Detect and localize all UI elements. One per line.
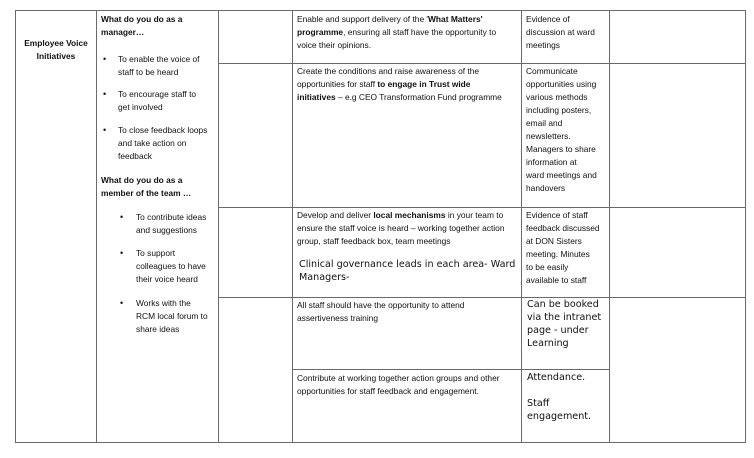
bullet-icon: • [103, 54, 107, 64]
evidence-cell: Evidence of staff feedback discussed at DON Sisters meeting. Minutes to be easily available to staff [526, 210, 600, 285]
table-border-right [745, 10, 746, 443]
action-cell: All staff should have the opportunity to attend assertiveness training [297, 300, 465, 323]
evidence-cell: Can be booked via the intranet page - under Learning [527, 299, 602, 349]
row-divider [218, 297, 746, 298]
action-cell: Develop and deliver local mechanisms in your team to ensure the staff voice is heard – working together action group, staff feedback box, team meetings [297, 210, 505, 246]
column-divider [521, 10, 522, 443]
column-divider [292, 10, 293, 443]
evidence-cell: Attendance. Staff engagement. [527, 372, 592, 422]
table-border-left [15, 10, 16, 443]
row-header-line: Initiatives [36, 51, 76, 61]
bullet-icon: • [120, 248, 124, 258]
manager-heading: What do you do as a manager… [101, 14, 183, 37]
row-divider [218, 207, 746, 208]
team-item: To support colleagues to have their voice heard [136, 248, 206, 284]
team-heading: What do you do as a member of the team … [101, 175, 192, 198]
column-divider [218, 10, 219, 443]
table-border-bottom [15, 442, 746, 443]
manager-item: To close feedback loops and take action on feedback [118, 125, 208, 161]
evidence-cell: Evidence of discussion at ward meetings [526, 14, 595, 50]
column-divider [609, 10, 610, 443]
bullet-icon: • [103, 125, 107, 135]
bullet-icon: • [103, 89, 107, 99]
bullet-icon: • [120, 298, 124, 308]
team-item: Works with the RCM local forum to share ideas [136, 298, 208, 334]
action-note: Clinical governance leads in each area- Ward Managers- [299, 259, 516, 283]
manager-item: To enable the voice of staff to be heard [118, 54, 200, 77]
bullet-icon: • [120, 212, 124, 222]
action-cell: Create the conditions and raise awareness of the opportunities for staff to engage in Trust wide initiatives – e.g CEO Transformation Fund programme [297, 66, 502, 102]
team-item: To contribute ideas and suggestions [136, 212, 207, 235]
column-divider [96, 10, 97, 443]
manager-item: To encourage staff to get involved [118, 89, 197, 112]
row-header-line: Employee Voice [24, 38, 88, 48]
evidence-cell: Communicate opportunities using various methods including posters, email and newsletters. Managers to share information at ward meetings and handovers [526, 66, 597, 193]
row-divider [292, 369, 610, 370]
table-border-top [15, 10, 746, 11]
row-divider [218, 63, 746, 64]
action-cell: Enable and support delivery of the 'What Matters' programme, ensuring all staff have the opportunity to voice their opinions. [297, 14, 497, 50]
action-cell: Contribute at working together action groups and other opportunities for staff feedback and engagement. [297, 373, 500, 396]
row-header-title [16, 37, 96, 63]
